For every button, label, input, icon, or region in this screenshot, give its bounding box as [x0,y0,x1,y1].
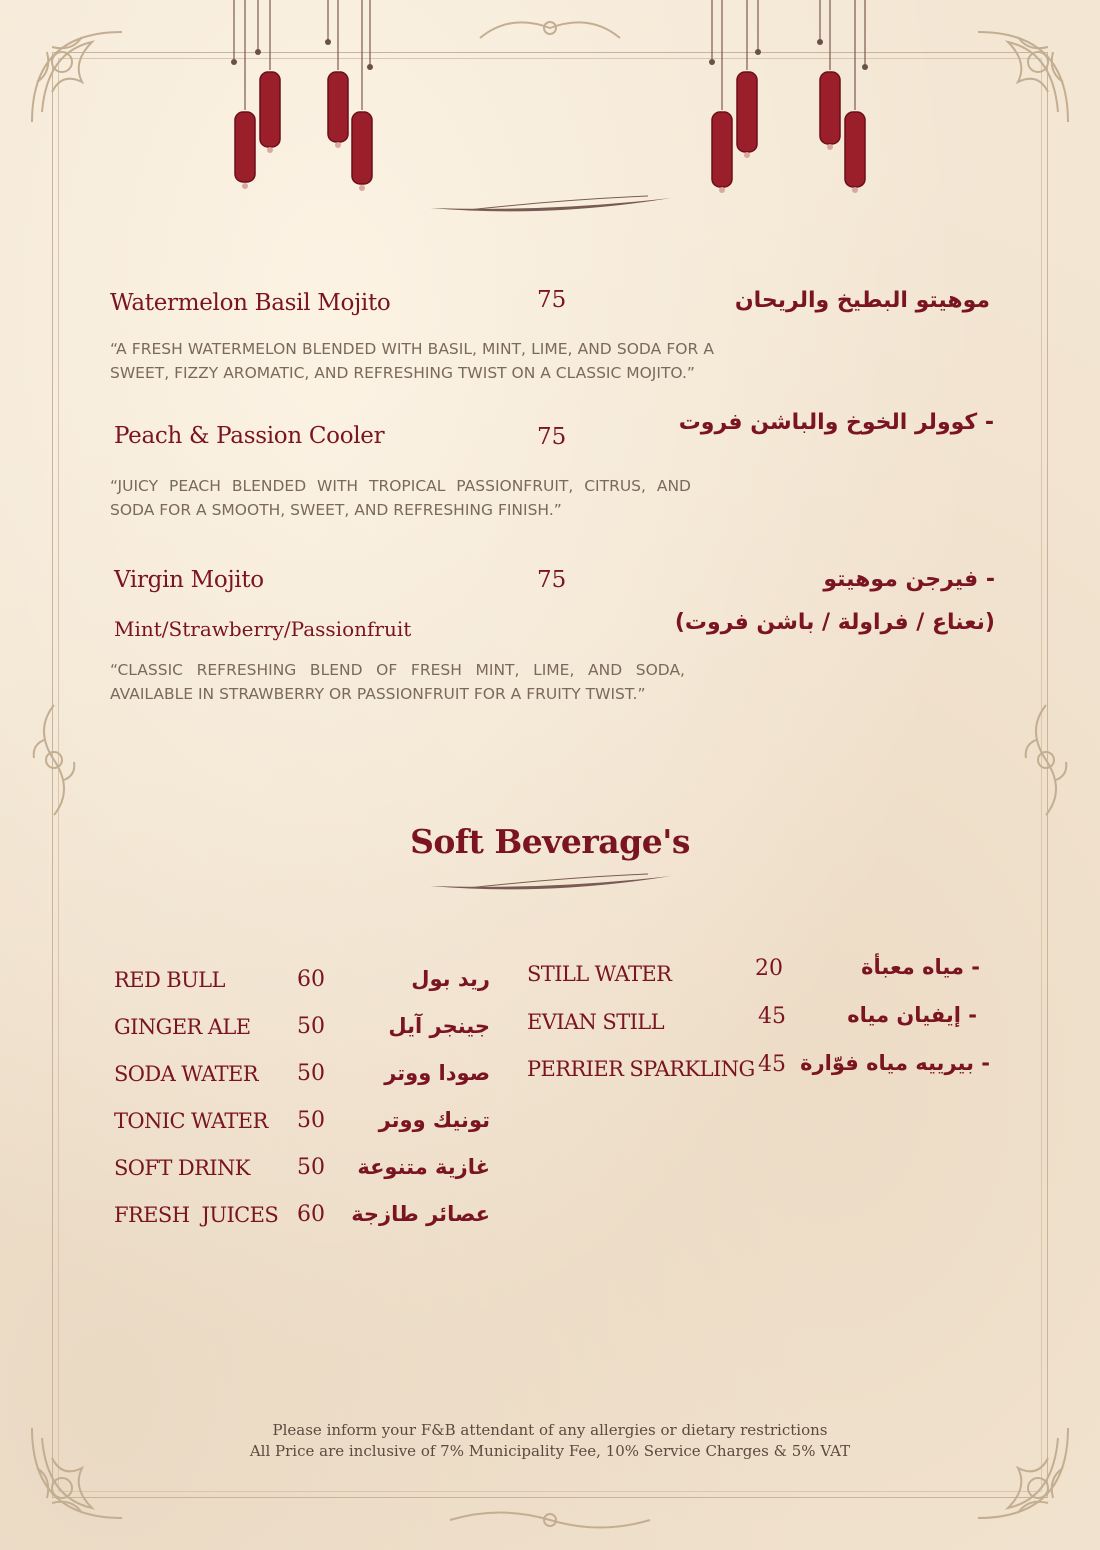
beverage-price: 60 [297,1202,325,1227]
footer-price-note: All Price are inclusive of 7% Municipality Fee, 10% Service Charges & 5% VAT [249,1442,851,1460]
beverage-name-ar: ريد بول [411,967,490,991]
ornamental-top-icon [470,8,630,48]
footer-note [0,1420,1100,1462]
ornamental-corner-icon [968,22,1078,132]
beverage-name-ar: عصائر طازجة [351,1202,490,1226]
ornamental-corner-icon [22,22,132,132]
beverage-name-en: STILL WATER [527,962,672,986]
side-flourish-icon [24,700,84,820]
swash-divider-icon [428,868,673,896]
item-name-en: Watermelon Basil Mojito [110,290,391,316]
beverage-name-en: FRESH JUICES [114,1203,279,1227]
beverage-name-ar: تونيك ووتر [378,1108,490,1132]
hanging-lantern-icon [700,0,880,200]
item-name-ar: - فيرجن موهيتو [823,567,995,592]
item-subtitle-ar: (نعناع / فراولة / باشن فروت) [674,610,995,635]
beverage-name-en: PERRIER SPARKLING [527,1057,755,1081]
item-name-ar: - كوولر الخوخ والباشن فروت [678,410,994,435]
beverage-price: 50 [297,1155,325,1180]
section-title: Soft Beverage's [410,822,690,861]
beverage-price: 60 [297,967,325,992]
beverage-name-en: SODA WATER [114,1062,258,1086]
item-price: 75 [537,424,567,450]
beverage-name-en: SOFT DRINK [114,1156,250,1180]
item-name-ar: موهيتو البطيخ والريحان [734,288,990,313]
beverage-name-ar: - مياه معبأة [861,955,980,979]
beverage-name-ar: غازية متنوعة [357,1155,490,1179]
item-price: 75 [537,567,567,593]
beverage-price: 45 [758,1052,786,1077]
page-frame-inner [58,58,1042,1492]
beverage-price: 50 [297,1014,325,1039]
item-subtitle-en: Mint/Strawberry/Passionfruit [114,617,412,641]
beverage-name-ar: صودا ووتر [384,1061,490,1085]
beverage-name-ar: - إيفيان مياه [847,1003,977,1027]
side-flourish-icon [1016,700,1076,820]
beverage-name-en: EVIAN STILL [527,1010,664,1034]
beverage-name-en: GINGER ALE [114,1015,251,1039]
ornamental-bottom-icon [440,1500,660,1540]
beverage-price: 20 [755,956,783,981]
beverage-name-en: RED BULL [114,968,225,992]
item-price: 75 [537,287,567,313]
item-description: “CLASSIC REFRESHING BLEND OF FRESH MINT, LIME, AND SODA, AVAILABLE IN STRAWBERRY OR PASSIONFRUIT FOR A FRUITY TWIST.” [110,661,685,703]
item-description: “A FRESH WATERMELON BLENDED WITH BASIL, MINT, LIME, AND SODA FOR A SWEET, FIZZY AROMATIC, AND REFRESHING TWIST ON A CLASSIC MOJITO.” [110,340,714,382]
footer-allergy-note: Please inform your F&B attendant of any allergies or dietary restrictions [272,1421,828,1439]
hanging-lantern-icon [220,0,400,200]
beverage-price: 50 [297,1061,325,1086]
item-description: “JUICY PEACH BLENDED WITH TROPICAL PASSIONFRUIT, CITRUS, AND SODA FOR A SMOOTH, SWEET, AND REFRESHING FINISH.” [110,477,691,519]
item-name-en: Virgin Mojito [114,567,264,593]
beverage-name-ar: - بيرييه مياه فوّارة [800,1051,990,1075]
swash-divider-icon [428,190,673,218]
beverage-price: 45 [758,1004,786,1029]
beverage-name-en: TONIC WATER [114,1109,268,1133]
beverage-price: 50 [297,1108,325,1133]
item-name-en: Peach & Passion Cooler [114,423,385,449]
beverage-name-ar: جينجر آيل [388,1014,490,1038]
